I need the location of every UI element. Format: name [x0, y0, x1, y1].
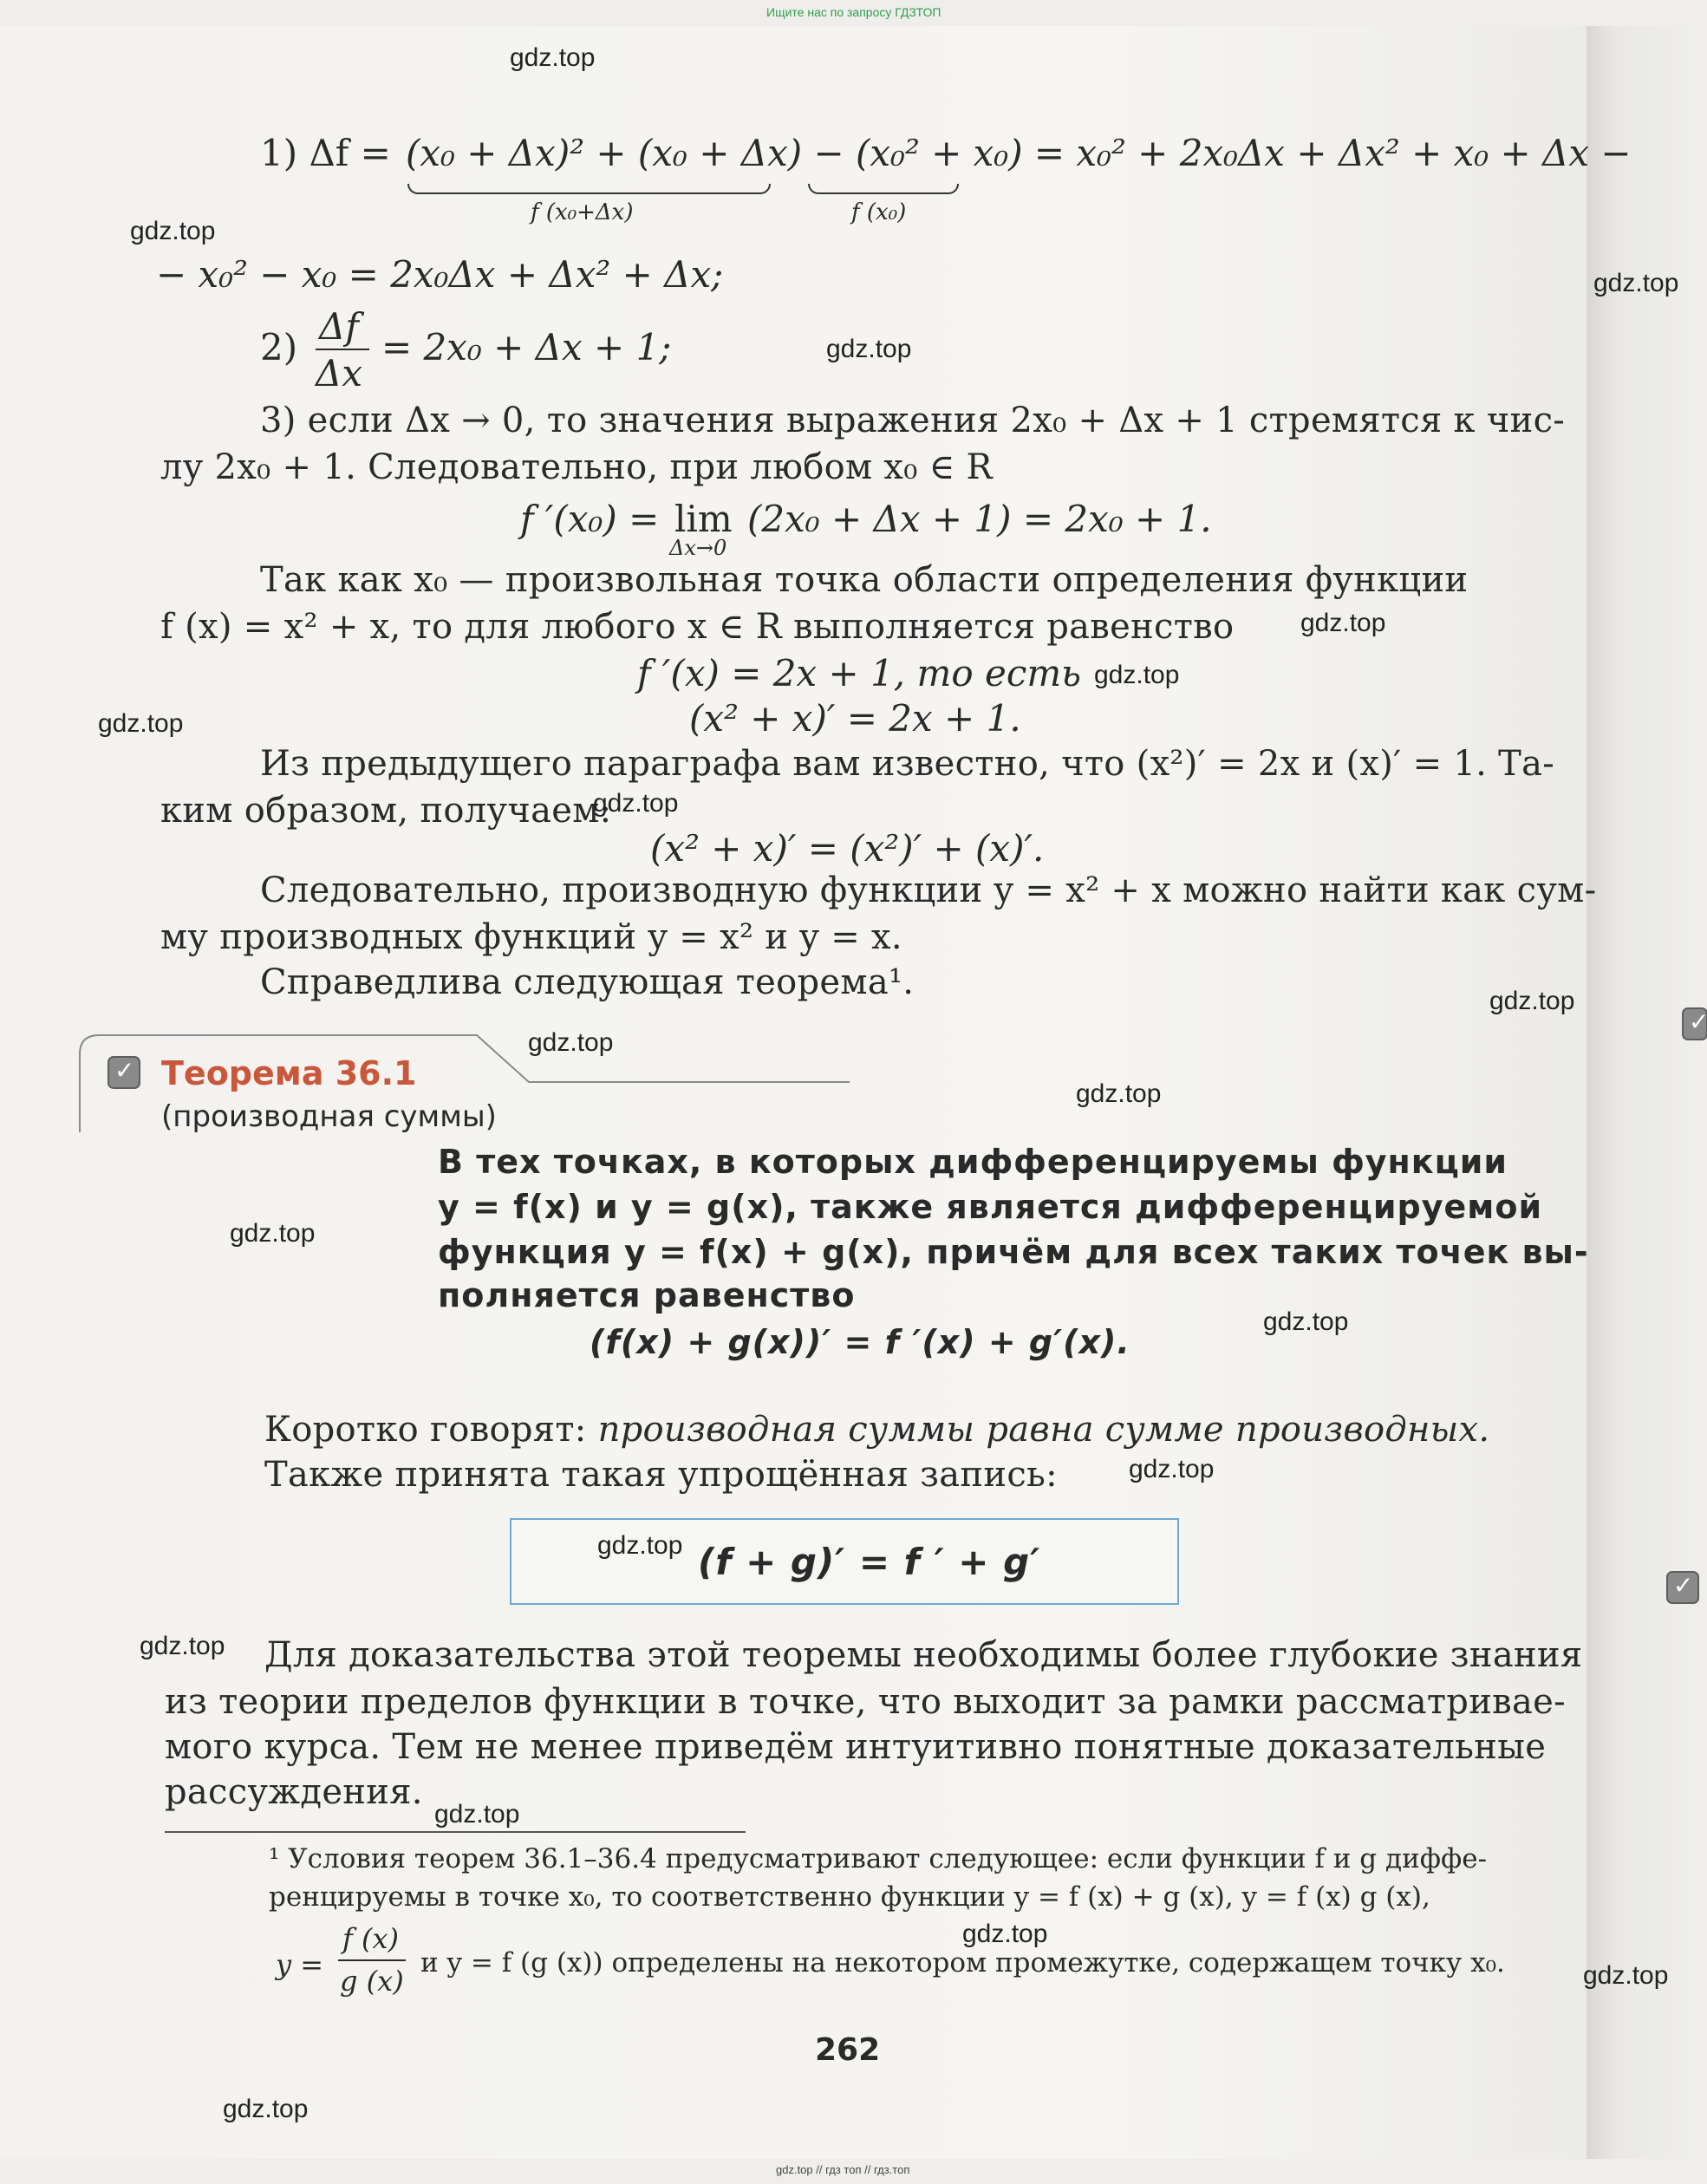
para4: Справедлива следующая теорема¹. — [260, 962, 915, 1002]
theorem-line3: функция y = f(x) + g(x), причём для всех таких точек вы- — [438, 1233, 1589, 1271]
proof-line2: из теории пределов функции в точке, что выходит за рамки рассматривае- — [165, 1682, 1566, 1722]
footnote-frac-numerator: f (x) — [342, 1922, 400, 1955]
step2-denominator: Δx — [316, 352, 363, 394]
footer-links[interactable]: gdz.top // гдз топ // гдз.топ — [776, 2163, 910, 2176]
watermark: gdz.top — [1489, 987, 1575, 1015]
para3-line1: Следовательно, производную функции y = x² + x можно найти как сум- — [260, 870, 1597, 910]
watermark: gdz.top — [140, 1632, 225, 1660]
header-search-link[interactable]: Ищите нас по запросу ГДЗТОП — [766, 5, 941, 19]
limit-right: (2x₀ + Δx + 1) = 2x₀ + 1. — [747, 498, 1212, 540]
watermark: gdz.top — [597, 1531, 683, 1560]
theorem-formula: (f(x) + g(x))′ = f ′(x) + g′(x). — [590, 1323, 1130, 1361]
proof-line1: Для доказательства этой теоремы необходимы более глубокие знания — [264, 1635, 1583, 1675]
watermark: gdz.top — [230, 1219, 316, 1248]
watermark: gdz.top — [434, 1800, 520, 1829]
step1-continuation: − x₀² − x₀ = 2x₀Δx + Δx² + Δx; — [156, 253, 724, 296]
proof-line4: рассуждения. — [165, 1772, 423, 1812]
watermark: gdz.top — [510, 43, 596, 72]
theorem-subtitle: (производная суммы) — [161, 1099, 497, 1134]
watermark: gdz.top — [593, 789, 679, 818]
watermark: gdz.top — [528, 1028, 614, 1057]
underbrace-2 — [808, 184, 959, 194]
page-gutter — [1586, 26, 1707, 2159]
para1-equation1: f ′(x) = 2x + 1, то есть — [637, 652, 1082, 694]
para3-line2: му производных функций y = x² и y = x. — [160, 917, 902, 957]
watermark: gdz.top — [1076, 1079, 1162, 1108]
after-line1-plain: Коротко говорят: — [264, 1410, 598, 1450]
gutter-check-icon-1 — [1682, 1007, 1707, 1040]
limit-subscript: Δx→0 — [669, 536, 727, 560]
step3-line2: лу 2x₀ + 1. Следовательно, при любом x₀ ∈ R — [160, 447, 993, 487]
para2-line2: ким образом, получаем: — [160, 791, 612, 831]
step1-prefix: 1) Δf = — [260, 132, 391, 174]
watermark: gdz.top — [1263, 1307, 1349, 1336]
footnote-line2: ренцируемы в точке x₀, то соответственно функции y = f (x) + g (x), y = f (x) g (x), — [269, 1881, 1430, 1913]
watermark: gdz.top — [1094, 661, 1180, 689]
step2-numerator: Δf — [319, 305, 359, 348]
footer-link-3[interactable]: гдз.топ — [873, 2163, 910, 2176]
underbrace-1 — [407, 184, 771, 194]
watermark: gdz.top — [130, 217, 216, 245]
brace-label-1: f (x₀+Δx) — [531, 199, 634, 225]
limit-word: lim — [674, 498, 733, 540]
watermark: gdz.top — [1129, 1455, 1215, 1483]
footnote-fraction-line — [338, 1959, 406, 1961]
footer-link-2[interactable]: гдз топ — [825, 2163, 862, 2176]
gutter-check-icon-2 — [1666, 1571, 1699, 1604]
theorem-line1: В тех точках, в которых дифференцируемы функции — [438, 1143, 1508, 1181]
step3-line1: 3) если Δx → 0, то значения выражения 2x₀ + Δx + 1 стремятся к чис- — [260, 401, 1566, 440]
footnote-frac-prefix: y = — [276, 1948, 324, 1981]
theorem-title: Теорема 36.1 — [161, 1054, 417, 1092]
footnote-line1: ¹ Условия теорем 36.1–36.4 предусматривают следующее: если функции f и g диффе- — [269, 1843, 1488, 1874]
theorem-check-icon — [108, 1056, 140, 1089]
page-number: 262 — [815, 2032, 881, 2068]
watermark: gdz.top — [962, 1920, 1048, 1948]
footnote-rule — [165, 1831, 746, 1833]
limit-left: f ′(x₀) = — [520, 498, 660, 540]
watermark: gdz.top — [1300, 609, 1386, 637]
proof-line3: мого курса. Тем не менее приведём интуитивно понятные доказательные — [165, 1727, 1547, 1767]
after-line1-italic: производная суммы равна сумме производных. — [597, 1410, 1490, 1450]
watermark: gdz.top — [98, 709, 184, 738]
para2-equation: (x² + x)′ = (x²)′ + (x)′. — [650, 827, 1045, 870]
footer-link-1[interactable]: gdz.top — [776, 2163, 813, 2176]
step2-prefix: 2) — [260, 326, 298, 368]
step2-fraction-line — [316, 349, 369, 350]
para1-line2: f (x) = x² + x, то для любого x ∈ R выполняется равенство — [160, 607, 1235, 647]
para1-equation2: (x² + x)′ = 2x + 1. — [689, 697, 1021, 740]
para1-line1: Так как x₀ — произвольная точка области определения функции — [260, 560, 1469, 600]
watermark: gdz.top — [1583, 1961, 1669, 1990]
footnote-line3: и y = f (g (x)) определены на некотором промежутке, содержащем точку x₀. — [420, 1947, 1505, 1979]
brace-label-2: f (x₀) — [851, 199, 907, 225]
box-formula: (f + g)′ = f ′ + g′ — [698, 1541, 1041, 1583]
after-line2: Также принята такая упрощённая запись: — [264, 1455, 1058, 1495]
after-line1 — [264, 1410, 1489, 1450]
step2-rest: = 2x₀ + Δx + 1; — [381, 326, 672, 368]
step1-expression: (x₀ + Δx)² + (x₀ + Δx) − (x₀² + x₀) = x₀² + 2x₀Δx + Δx² + x₀ + Δx − — [406, 132, 1632, 174]
watermark: gdz.top — [1593, 269, 1679, 297]
watermark: gdz.top — [826, 335, 912, 363]
theorem-line2: y = f(x) и y = g(x), также является дифференцируемой — [438, 1188, 1543, 1226]
theorem-line4: полняется равенство — [438, 1276, 856, 1314]
footnote-frac-denominator: g (x) — [340, 1965, 404, 1998]
watermark: gdz.top — [223, 2095, 309, 2123]
para2-line1: Из предыдущего параграфа вам известно, что (x²)′ = 2x и (x)′ = 1. Та- — [260, 744, 1555, 784]
